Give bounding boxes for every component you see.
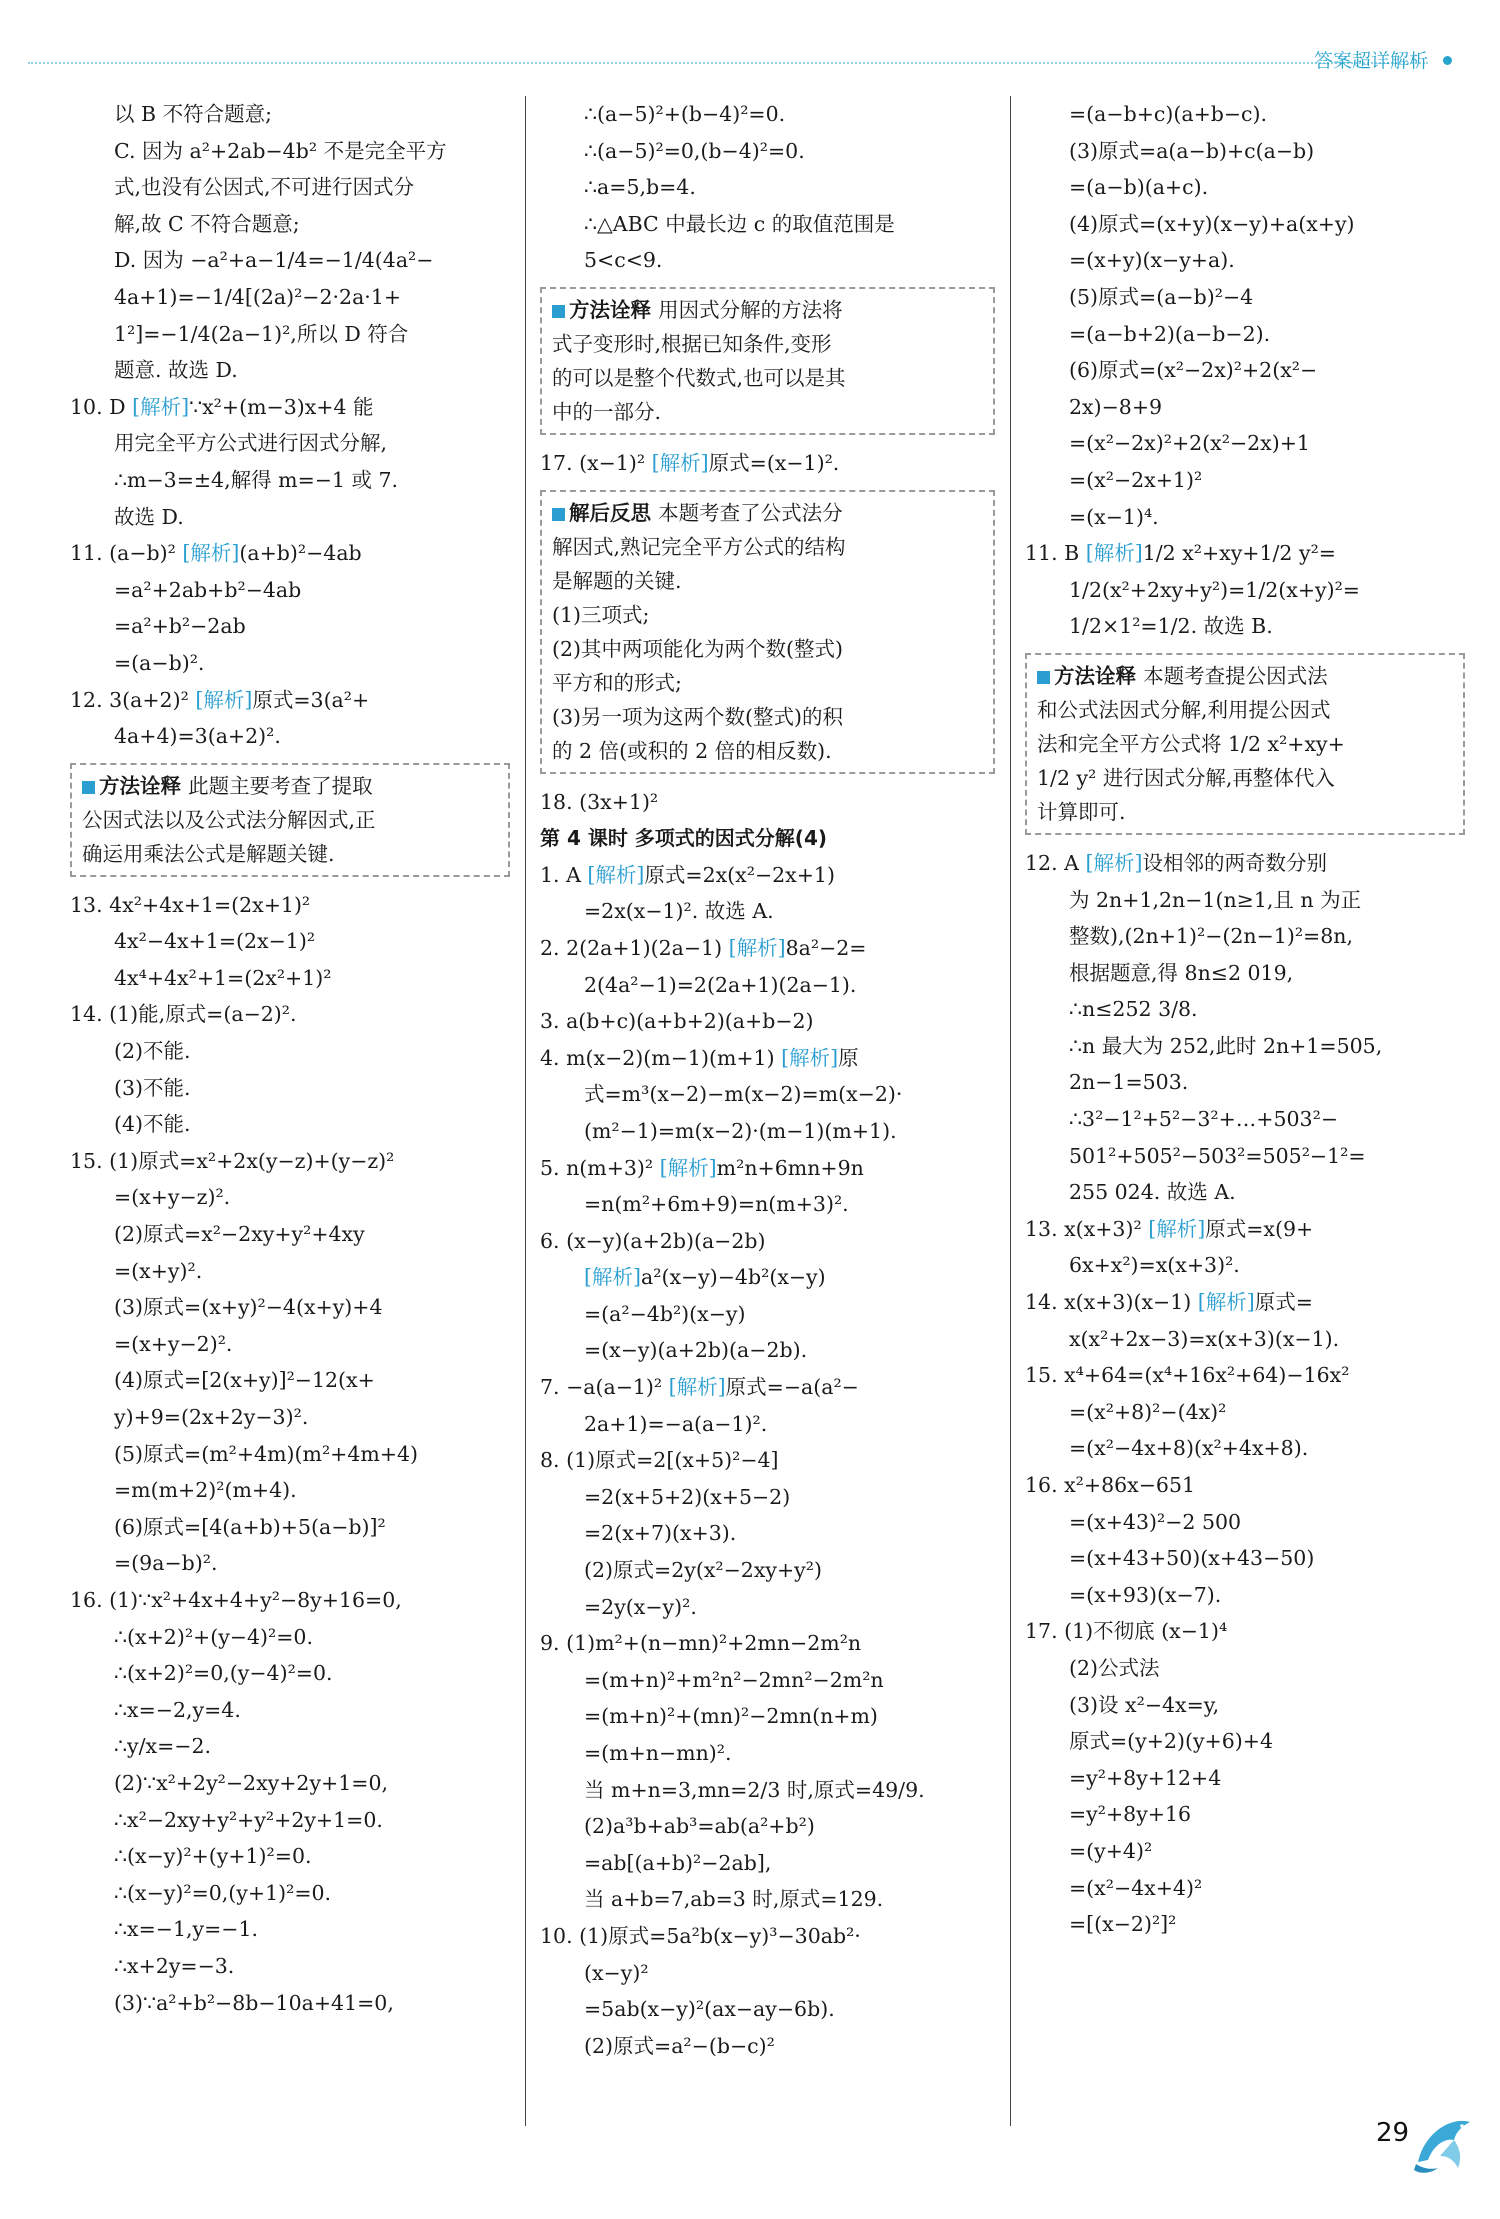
note-line: 方法诠释 此题主要考查了提取 [82, 769, 498, 803]
answer-line: 1/2(x²+2xy+y²)=1/2(x+y)²= [1069, 577, 1360, 602]
answer-line: =a²+2ab+b²−4ab [114, 577, 302, 602]
answer-line: ∴m−3=±4,解得 m=−1 或 7. [114, 467, 399, 492]
note-line: 1/2 y² 进行因式分解,再整体代入 [1037, 765, 1335, 790]
answer-line: 12. A [解析]设相邻的两奇数分别 [1025, 850, 1327, 875]
analysis-tag: [解析] [584, 1265, 641, 1290]
note-line: 公因式法以及公式法分解因式,正 [82, 807, 376, 832]
answer-line: =(a²−4b²)(x−y) [584, 1301, 746, 1326]
answer-line: (5)原式=(m²+4m)(m²+4m+4) [114, 1441, 419, 1466]
answer-line: 11. (a−b)² [解析](a+b)²−4ab [70, 541, 362, 566]
answer-line: ∴(a−5)²=0,(b−4)²=0. [584, 138, 805, 163]
answer-line: 10. D [解析]∵x²+(m−3)x+4 能 [70, 394, 374, 419]
note-line: 是解题的关键. [552, 568, 682, 593]
answer-line: 式=m³(x−2)−m(x−2)=m(x−2)· [584, 1082, 903, 1107]
header-title: 答案超详解析 [1313, 50, 1428, 72]
answer-line: ∴3²−1²+5²−3²+…+503²− [1069, 1107, 1338, 1132]
answer-line: =ab[(a+b)²−2ab], [584, 1850, 772, 1875]
answer-line: (2)原式=x²−2xy+y²+4xy [114, 1222, 365, 1247]
answer-line: =2(x+5+2)(x+5−2) [584, 1484, 791, 1509]
analysis-tag: [解析] [728, 935, 786, 960]
answer-line: 以 B 不符合题意; [114, 102, 273, 126]
answer-column-3 [1025, 96, 1465, 1943]
answer-line: 6x+x²)=x(x+3)². [1069, 1253, 1240, 1278]
analysis-tag: [解析] [132, 394, 190, 419]
answer-line: (4)原式=[2(x+y)]²−12(x+ [114, 1368, 375, 1393]
method-note-box [540, 287, 995, 435]
answer-line: (2)不能. [114, 1039, 191, 1064]
answer-line: =(x²−2x)²+2(x²−2x)+1 [1069, 431, 1310, 456]
answer-line: ∴x=−1,y=−1. [114, 1917, 259, 1942]
answer-line: =(9a−b)². [114, 1551, 218, 1576]
answer-line: 2a+1)=−a(a−1)². [584, 1411, 768, 1436]
answer-line: ∴x=−2,y=4. [114, 1697, 241, 1722]
answer-line: (3)原式=(x+y)²−4(x+y)+4 [114, 1295, 383, 1320]
answer-line: (2)∵x²+2y²−2xy+2y+1=0, [114, 1770, 388, 1795]
answer-line: 题意. 故选 D. [114, 358, 238, 383]
answer-line: ∴x+2y=−3. [114, 1953, 235, 1978]
note-line: 解因式,熟记完全平方公式的结构 [552, 534, 846, 559]
answer-line: 解,故 C 不符合题意; [114, 211, 300, 236]
answer-line: 2. 2(2a+1)(2a−1) [解析]8a²−2= [540, 935, 867, 960]
dolphin-icon [1410, 2104, 1478, 2176]
analysis-tag: [解析] [659, 1155, 717, 1180]
answer-line: 2(4a²−1)=2(2a+1)(2a−1). [584, 972, 857, 997]
answer-line: ∴(x−y)²=0,(y+1)²=0. [114, 1880, 332, 1905]
answer-line: (x−y)² [584, 1960, 649, 1985]
note-line: 的 2 倍(或积的 2 倍的相反数). [552, 738, 832, 763]
analysis-tag: [解析] [195, 687, 253, 712]
answer-line: =(x+43)²−2 500 [1069, 1509, 1242, 1534]
analysis-tag: [解析] [587, 862, 645, 887]
answer-line: =(a−b)². [114, 650, 205, 675]
answer-line: =2y(x−y)². [584, 1594, 697, 1619]
answer-line: 13. x(x+3)² [解析]原式=x(9+ [1025, 1216, 1314, 1241]
analysis-tag: [解析] [1197, 1290, 1255, 1315]
answer-line: [解析]a²(x−y)−4b²(x−y) [584, 1265, 826, 1290]
answer-line: =(x²−4x+8)(x²+4x+8). [1069, 1436, 1309, 1461]
answer-line: 15. x⁴+64=(x⁴+16x²+64)−16x² [1025, 1363, 1350, 1388]
answer-line: 8. (1)原式=2[(x+5)²−4] [540, 1448, 779, 1473]
column-divider [525, 96, 526, 2126]
note-line: (2)其中两项能化为两个数(整式) [552, 636, 844, 661]
answer-line: 4a+1)=−1/4[(2a)²−2·2a·1+ [114, 284, 402, 309]
answer-line: (3)∵a²+b²−8b−10a+41=0, [114, 1990, 394, 2015]
answer-column-1 [70, 96, 510, 2021]
note-line: 法和完全平方公式将 1/2 x²+xy+ [1037, 731, 1345, 756]
answer-line: (3)原式=a(a−b)+c(a−b) [1069, 138, 1315, 163]
answer-line: =(m+n)²+m²n²−2mn²−2m²n [584, 1667, 884, 1692]
note-heading: 解后反思 [552, 501, 658, 525]
answer-line: (4)原式=(x+y)(x−y)+a(x+y) [1069, 211, 1355, 236]
note-line: 式子变形时,根据已知条件,变形 [552, 331, 832, 356]
answer-line: =2(x+7)(x+3). [584, 1521, 737, 1546]
answer-line: 故选 D. [114, 504, 184, 529]
answer-line: 式,也没有公因式,不可进行因式分 [114, 175, 415, 200]
answer-line: 当 m+n=3,mn=2/3 时,原式=49/9. [584, 1777, 925, 1802]
note-line: (3)另一项为这两个数(整式)的积 [552, 704, 844, 729]
answer-line: =n(m²+6m+9)=n(m+3)². [584, 1192, 849, 1217]
answer-line: =m(m+2)²(m+4). [114, 1478, 297, 1503]
answer-line: 4x⁴+4x²+1=(2x²+1)² [114, 965, 332, 990]
answer-line: =y²+8y+12+4 [1069, 1765, 1222, 1790]
answer-line: 5. n(m+3)² [解析]m²n+6mn+9n [540, 1155, 864, 1180]
answer-line: 2n−1=503. [1069, 1070, 1189, 1095]
answer-line: 原式=(y+2)(y+6)+4 [1069, 1729, 1273, 1754]
answer-line: =(a−b)(a+c). [1069, 175, 1209, 200]
answer-line: 15. (1)原式=x²+2x(y−z)+(y−z)² [70, 1148, 395, 1173]
answer-column-2 [540, 96, 995, 2064]
answer-line: =5ab(x−y)²(ax−ay−6b). [584, 1997, 835, 2022]
answer-line: 7. −a(a−1)² [解析]原式=−a(a²− [540, 1375, 859, 1400]
note-heading: 方法诠释 [552, 298, 658, 322]
answer-line: =(x+y)². [114, 1258, 203, 1283]
answer-line: (5)原式=(a−b)²−4 [1069, 284, 1254, 309]
answer-line: 当 a+b=7,ab=3 时,原式=129. [584, 1887, 884, 1912]
answer-line: 10. (1)原式=5a²b(x−y)³−30ab²· [540, 1923, 861, 1948]
answer-line: 17. (x−1)² [解析]原式=(x−1)². [540, 450, 840, 475]
answer-line: 整数),(2n+1)²−(2n−1)²=8n, [1069, 924, 1353, 949]
answer-line: =(m+n)²+(mn)²−2mn(n+m) [584, 1704, 878, 1729]
answer-line: y)+9=(2x+2y−3)². [114, 1405, 309, 1429]
answer-line: =(x+43+50)(x+43−50) [1069, 1546, 1315, 1571]
answer-line: ∴x²−2xy+y²+y²+2y+1=0. [114, 1807, 383, 1832]
header-rule [28, 62, 1428, 64]
answer-line: 1/2×1²=1/2. 故选 B. [1069, 614, 1273, 639]
note-line: 解后反思 本题考查了公式法分 [552, 496, 983, 530]
answer-line: =(y+4)² [1069, 1838, 1153, 1863]
answer-line: =[(x−2)²]² [1069, 1912, 1177, 1937]
answer-line: (2)原式=a²−(b−c)² [584, 2033, 775, 2058]
answer-line: 18. (3x+1)² [540, 789, 659, 814]
answer-line: (2)原式=2y(x²−2xy+y²) [584, 1558, 822, 1583]
analysis-tag: [解析] [1148, 1216, 1206, 1241]
note-heading: 方法诠释 [1037, 664, 1143, 688]
answer-line: 17. (1)不彻底 (x−1)⁴ [1025, 1619, 1228, 1644]
answer-line: 为 2n+1,2n−1(n≥1,且 n 为正 [1069, 887, 1362, 912]
answer-line: ∴(x+2)²=0,(y−4)²=0. [114, 1661, 333, 1686]
answer-line: 1²]=−1/4(2a−1)²,所以 D 符合 [114, 321, 409, 346]
answer-line: (3)不能. [114, 1075, 191, 1100]
answer-line: 5<c<9. [584, 248, 663, 273]
header-dot-icon [1443, 56, 1452, 65]
answer-line: (6)原式=[4(a+b)+5(a−b)]² [114, 1514, 386, 1539]
answer-line: 14. x(x+3)(x−1) [解析]原式= [1025, 1290, 1313, 1315]
answer-line: ∴(x+2)²+(y−4)²=0. [114, 1624, 313, 1649]
answer-line: (m²−1)=m(x−2)·(m−1)(m+1). [584, 1118, 897, 1143]
answer-line: =(m+n−mn)². [584, 1741, 732, 1765]
page-number: 29 [1376, 2118, 1410, 2148]
answer-line: ∴n≤252 3/8. [1069, 997, 1198, 1022]
answer-line: C. 因为 a²+2ab−4b² 不是完全平方 [114, 138, 447, 163]
answer-line: 14. (1)能,原式=(a−2)². [70, 1002, 297, 1027]
answer-line: =(a−b+2)(a−b−2). [1069, 321, 1271, 346]
answer-line: =(x+y)(x−y+a). [1069, 248, 1235, 273]
answer-line: 13. 4x²+4x+1=(2x+1)² [70, 892, 311, 917]
note-line: (1)三项式; [552, 602, 650, 627]
note-heading: 方法诠释 [82, 774, 188, 798]
answer-line: (2)公式法 [1069, 1655, 1160, 1680]
column-divider [1010, 96, 1011, 2126]
answer-line: =(x−1)⁴. [1069, 504, 1159, 529]
method-note-box [540, 490, 995, 774]
analysis-tag: [解析] [668, 1375, 726, 1400]
method-note-box [1025, 653, 1465, 835]
answer-line: 255 024. 故选 A. [1069, 1180, 1236, 1205]
answer-line: =(x²+8)²−(4x)² [1069, 1399, 1227, 1424]
answer-line: (4)不能. [114, 1112, 191, 1137]
analysis-tag: [解析] [182, 541, 240, 566]
answer-line: 11. B [解析]1/2 x²+xy+1/2 y²= [1025, 541, 1336, 566]
answer-line: 用完全平方公式进行因式分解, [114, 431, 388, 456]
answer-line: (3)设 x²−4x=y, [1069, 1692, 1220, 1717]
answer-line: ∴n 最大为 252,此时 2n+1=505, [1069, 1033, 1383, 1058]
answer-line: 1. A [解析]原式=2x(x²−2x+1) [540, 862, 835, 887]
answer-line: ∴(a−5)²+(b−4)²=0. [584, 102, 786, 126]
answer-line: 16. x²+86x−651 [1025, 1473, 1196, 1497]
answer-line: =y²+8y+16 [1069, 1802, 1192, 1827]
answer-line: 6. (x−y)(a+2b)(a−2b) [540, 1228, 766, 1253]
answer-line: 16. (1)∵x²+4x+4+y²−8y+16=0, [70, 1587, 402, 1612]
answer-line: =(x²−4x+4)² [1069, 1875, 1203, 1900]
answer-line: =(a−b+c)(a+b−c). [1069, 102, 1268, 126]
note-line: 的可以是整个代数式,也可以是其 [552, 365, 846, 390]
answer-line: 12. 3(a+2)² [解析]原式=3(a²+ [70, 687, 370, 712]
answer-line: x(x²+2x−3)=x(x+3)(x−1). [1069, 1326, 1340, 1351]
note-line: 和公式法因式分解,利用提公因式 [1037, 697, 1331, 722]
answer-line: 501²+505²−503²=505²−1²= [1069, 1143, 1366, 1168]
answer-line: 2x)−8+9 [1069, 394, 1163, 419]
answer-line: =(x²−2x+1)² [1069, 467, 1203, 492]
note-line: 方法诠释 用因式分解的方法将 [552, 293, 983, 327]
answer-line: D. 因为 −a²+a−1/4=−1/4(4a²− [114, 248, 434, 273]
answer-line: (6)原式=(x²−2x)²+2(x²− [1069, 358, 1318, 383]
note-line: 计算即可. [1037, 799, 1126, 824]
note-line: 方法诠释 本题考查提公因式法 [1037, 659, 1453, 693]
answer-line: =2x(x−1)². 故选 A. [584, 899, 774, 924]
answer-line: ∴y/x=−2. [114, 1734, 212, 1759]
answer-line: ∴a=5,b=4. [584, 175, 696, 200]
answer-line: =a²+b²−2ab [114, 614, 246, 639]
note-line: 平方和的形式; [552, 670, 682, 695]
answer-line: 根据题意,得 8n≤2 019, [1069, 960, 1294, 985]
answer-line: =(x+93)(x−7). [1069, 1582, 1222, 1607]
answer-line: =(x−y)(a+2b)(a−2b). [584, 1338, 808, 1363]
note-line: 确运用乘法公式是解题关键. [82, 841, 335, 866]
answer-line: 3. a(b+c)(a+b+2)(a+b−2) [540, 1009, 814, 1034]
answer-line: 9. (1)m²+(n−mn)²+2mn−2m²n [540, 1631, 862, 1656]
analysis-tag: [解析] [651, 450, 709, 475]
answer-line: 4x²−4x+1=(2x−1)² [114, 929, 316, 954]
answer-line: ∴△ABC 中最长边 c 的取值范围是 [584, 211, 895, 236]
answer-line: =(x+y−2)². [114, 1331, 233, 1356]
analysis-tag: [解析] [781, 1045, 839, 1070]
answer-line: (2)a³b+ab³=ab(a²+b²) [584, 1814, 815, 1839]
analysis-tag: [解析] [1085, 541, 1143, 566]
answer-line: ∴(x−y)²+(y+1)²=0. [114, 1844, 312, 1869]
answer-line: 4a+4)=3(a+2)². [114, 724, 281, 749]
analysis-tag: [解析] [1085, 850, 1143, 875]
note-line: 中的一部分. [552, 399, 662, 424]
answer-line: 4. m(x−2)(m−1)(m+1) [解析]原 [540, 1045, 859, 1070]
method-note-box [70, 763, 510, 877]
answer-line: =(x+y−z)². [114, 1185, 231, 1210]
lesson-title: 第 4 课时 多项式的因式分解(4) [540, 826, 828, 851]
